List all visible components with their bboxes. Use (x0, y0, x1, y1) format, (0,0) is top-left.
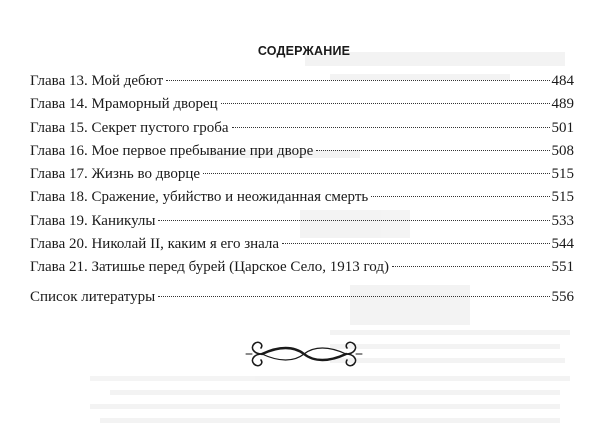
toc-entry (30, 210, 574, 233)
toc-entry-page: 551 (551, 259, 574, 276)
dot-leader (316, 150, 549, 151)
dot-leader (166, 80, 549, 81)
dot-leader (158, 296, 549, 297)
dot-leader (282, 243, 549, 244)
toc-entry (30, 93, 574, 116)
toc-entry-title: Глава 13. Мой дебют (30, 73, 164, 89)
dot-leader (232, 127, 550, 128)
dot-leader (203, 173, 549, 174)
toc-entry-title: Глава 19. Каникулы (30, 212, 156, 229)
toc-entry (30, 117, 574, 140)
toc-heading: СОДЕРЖАНИЕ (257, 44, 351, 58)
toc-entry (30, 140, 574, 163)
toc-entry-page: 501 (551, 119, 574, 136)
toc-entry (30, 286, 574, 309)
toc-entry-page: 556 (551, 288, 574, 305)
toc-entry-page: 484 (551, 73, 574, 89)
toc-entry-title: Глава 17. Жизнь во дворце (30, 166, 201, 183)
toc-entry-page: 489 (551, 96, 574, 113)
toc-entry-title: Глава 16. Мое первое пребывание при дворе (30, 142, 314, 159)
toc-entry-title: Глава 20. Николай II, каким я его знала (30, 236, 280, 253)
dot-leader (371, 196, 549, 197)
toc-entry-page: 508 (551, 142, 574, 159)
dot-leader (392, 266, 550, 267)
toc-entry-page: 515 (551, 166, 574, 183)
toc-list (30, 70, 574, 309)
toc-entry (30, 163, 574, 186)
toc-entry (30, 70, 574, 93)
toc-entry-title: Список литературы (30, 288, 156, 305)
toc-entry-page: 515 (551, 189, 574, 206)
toc-entry-page: 533 (551, 212, 574, 229)
toc-entry (30, 233, 574, 256)
toc-entry-page: 544 (551, 236, 574, 253)
toc-entry (30, 186, 574, 209)
toc-entry-title: Глава 18. Сражение, убийство и неожиданная смерть (30, 189, 369, 206)
toc-entry-title: Глава 21. Затишье перед бурей (Царское Село, 1913 год) (30, 259, 389, 276)
toc-entry-title: Глава 14. Мраморный дворец (30, 96, 218, 113)
toc-entry-title: Глава 15. Секрет пустого гроба (30, 119, 229, 136)
flourish-ornament-icon (244, 334, 364, 374)
dot-leader (221, 103, 550, 104)
toc-entry (30, 256, 574, 279)
dot-leader (158, 220, 549, 221)
